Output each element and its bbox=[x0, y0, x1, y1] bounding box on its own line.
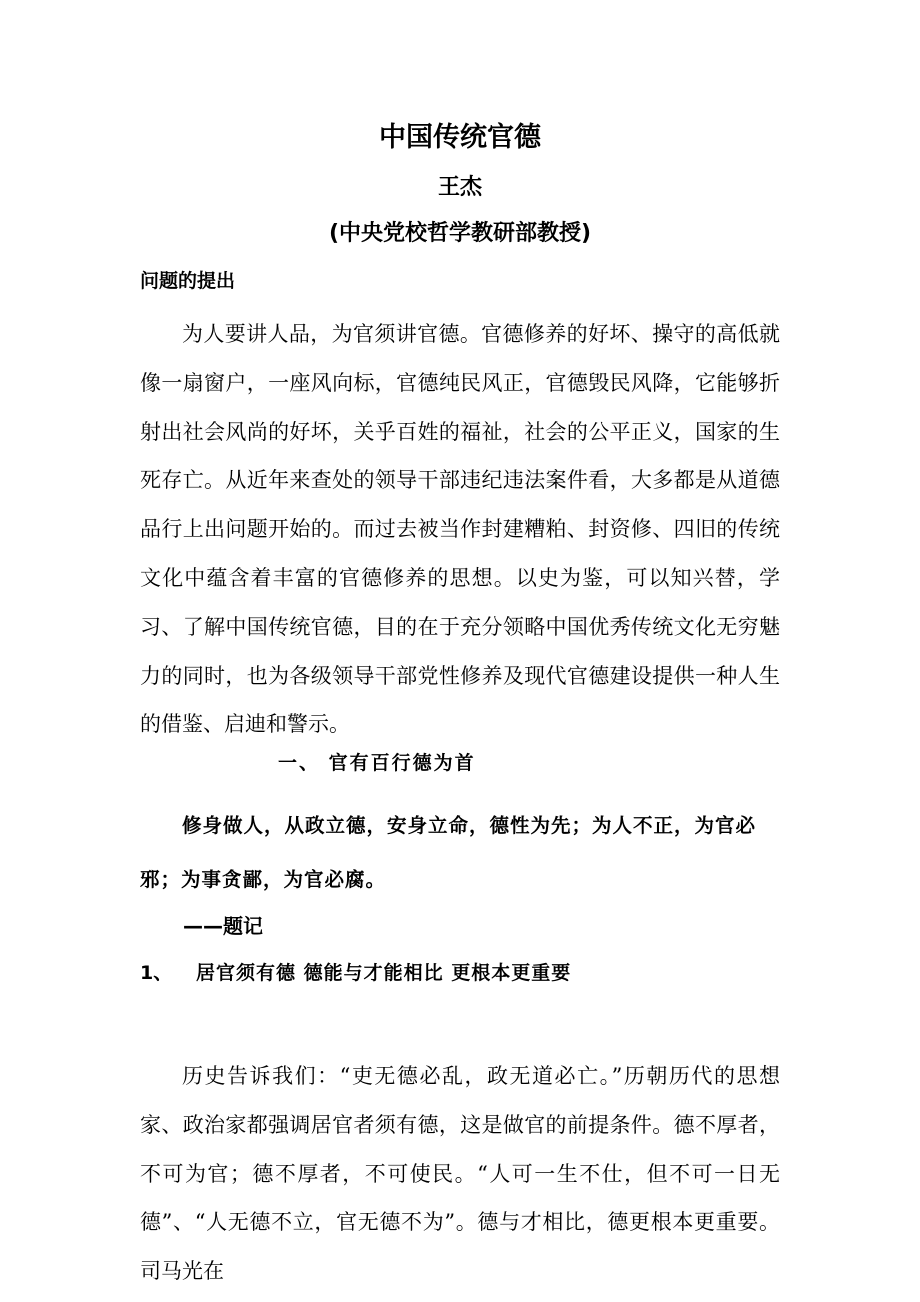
section-heading-problem: 问题的提出 bbox=[140, 270, 236, 292]
subsection-title: 居官须有德 德能与才能相比 更根本更重要 bbox=[196, 962, 572, 984]
intro-paragraph: 为人要讲人品，为官须讲官德。官德修养的好坏、操守的高低就像一扇窗户，一座风向标，官德纯民风正，官德毁民风降，它能够折射出社会风尚的好坏，关乎百姓的福祉，社会的公平正义，国家的生死存亡。从近年来查处的领导干部违纪违法案件看，大多都是从道德品行上出问题开始的。而过去被当作封建糟粕、封资修、四旧的传统文化中蕴含着丰富的官德修养的思想。以史为鉴，可以知兴替，学习、了解中国传统官德，目的在于充分领略中国优秀传统文化无穷魅力的同时，也为各级领导干部党性修养及现代官德建设提供一种人生的借鉴、启迪和警示。 bbox=[140, 322, 780, 737]
subsection-heading bbox=[140, 958, 571, 988]
author-name: 王杰 bbox=[437, 175, 482, 200]
history-paragraph: 历史告诉我们：“吏无德必乱，政无道必亡。”历朝历代的思想家、政治家都强调居官者须有德，这是做官的前提条件。德不厚者，不可为官；德不厚者，不可使民。“人可一生不仕，但不可一日无德”、“人无德不立，官无德不为”。德与才相比，德更根本更重要。司马光在 bbox=[140, 1064, 780, 1284]
chapter-heading-one: 一、 官有百行德为首 bbox=[278, 752, 476, 774]
subsection-number: 1、 bbox=[140, 962, 173, 984]
epigraph-source: ——题记 bbox=[183, 914, 263, 938]
document-title: 中国传统官德 bbox=[379, 122, 541, 153]
author-affiliation: (中央党校哲学教研部教授) bbox=[328, 221, 592, 246]
epigraph: 修身做人，从政立德，安身立命，德性为先；为人不正，为官必邪；为事贪鄙，为官必腐。 bbox=[140, 814, 757, 891]
